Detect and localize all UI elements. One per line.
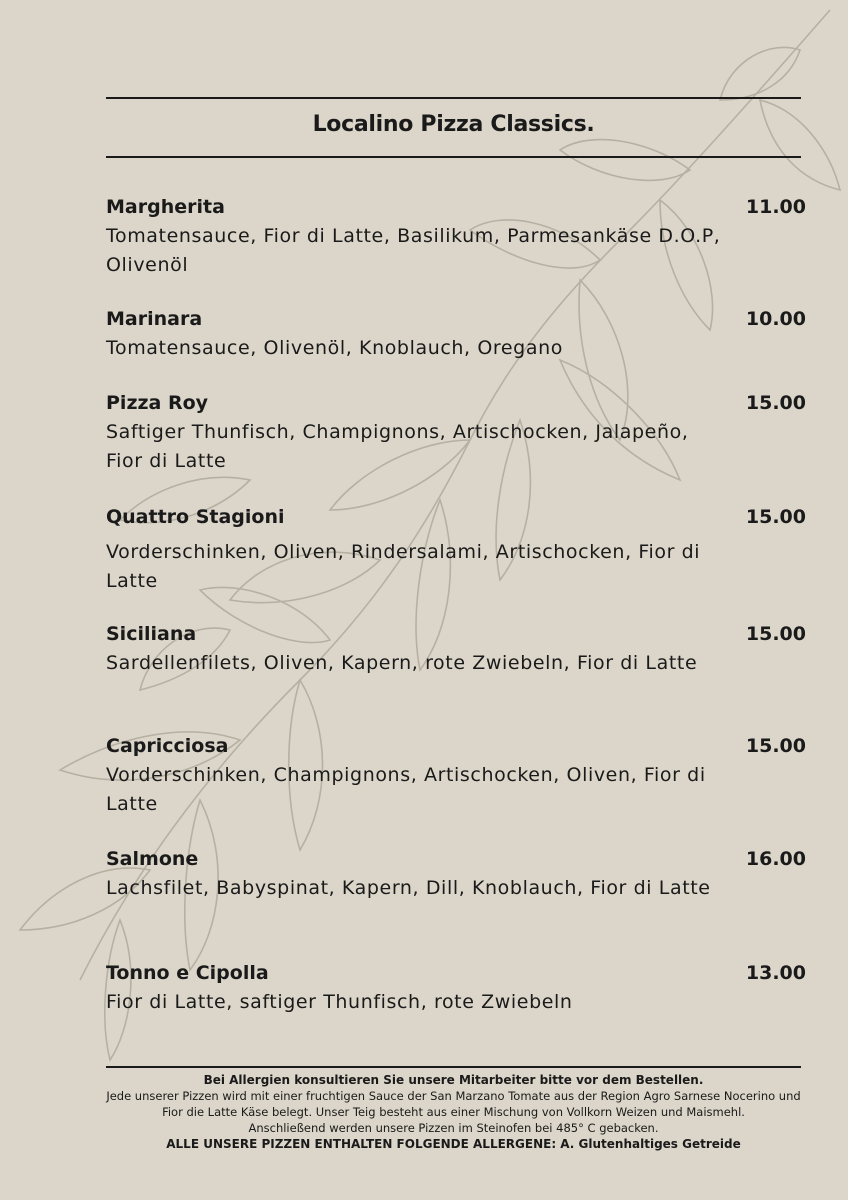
item-price: 16.00 — [745, 848, 806, 870]
item-name: Capricciosa — [106, 735, 229, 757]
footer-notes — [106, 1072, 801, 1152]
menu-item — [106, 733, 806, 819]
allergen-list: ALLE UNSERE PIZZEN ENTHALTEN FOLGENDE ALLERGENE: A. Glutenhaltiges Getreide — [166, 1137, 741, 1151]
menu-item — [106, 306, 806, 363]
item-price: 15.00 — [745, 506, 806, 528]
item-name: Siciliana — [106, 623, 197, 645]
footer-rule — [106, 1066, 801, 1068]
item-name: Pizza Roy — [106, 392, 209, 414]
item-description: Vorderschinken, Oliven, Rindersalami, Artischocken, Fior di Latte — [106, 541, 701, 592]
item-name: Salmone — [106, 848, 199, 870]
menu-item — [106, 960, 806, 1017]
top-rule — [106, 97, 801, 99]
item-description: Saftiger Thunfisch, Champignons, Artischocken, Jalapeño, Fior di Latte — [106, 421, 689, 472]
item-description: Lachsfilet, Babyspinat, Kapern, Dill, Knoblauch, Fior di Latte — [106, 877, 711, 899]
item-description: Sardellenfilets, Oliven, Kapern, rote Zwiebeln, Fior di Latte — [106, 652, 698, 674]
page-title: Localino Pizza Classics. — [312, 112, 595, 137]
menu-item — [106, 621, 806, 678]
item-price: 13.00 — [745, 962, 806, 984]
item-name: Margherita — [106, 196, 225, 218]
item-description: Tomatensauce, Fior di Latte, Basilikum, Parmesankäse D.O.P, Olivenöl — [106, 225, 721, 276]
dough-description: Jede unserer Pizzen wird mit einer fruchtigen Sauce der San Marzano Tomate aus der Region Agro Sarnese Nocerino und Fior die Latte Käse belegt. Unser Teig besteht aus einer Mischung von Vollkorn Weizen und Maismehl. — [106, 1089, 801, 1119]
title-rule — [106, 156, 801, 158]
item-price: 11.00 — [745, 196, 806, 218]
item-price: 15.00 — [745, 623, 806, 645]
baking-note: Anschließend werden unsere Pizzen im Steinofen bei 485° C gebacken. — [248, 1121, 659, 1135]
item-name: Quattro Stagioni — [106, 506, 285, 528]
item-price: 15.00 — [745, 392, 806, 414]
menu-item — [106, 194, 806, 280]
menu-item — [106, 846, 806, 903]
item-description: Tomatensauce, Olivenöl, Knoblauch, Oregano — [106, 337, 563, 359]
item-name: Tonno e Cipolla — [106, 962, 269, 984]
item-description: Vorderschinken, Champignons, Artischocken, Oliven, Fior di Latte — [106, 764, 706, 815]
allergy-notice: Bei Allergien konsultieren Sie unsere Mitarbeiter bitte vor dem Bestellen. — [203, 1073, 704, 1087]
item-price: 15.00 — [745, 735, 806, 757]
menu-item — [106, 390, 806, 476]
item-description: Fior di Latte, saftiger Thunfisch, rote Zwiebeln — [106, 991, 573, 1013]
item-name: Marinara — [106, 308, 203, 330]
item-price: 10.00 — [745, 308, 806, 330]
menu-item — [106, 504, 806, 596]
